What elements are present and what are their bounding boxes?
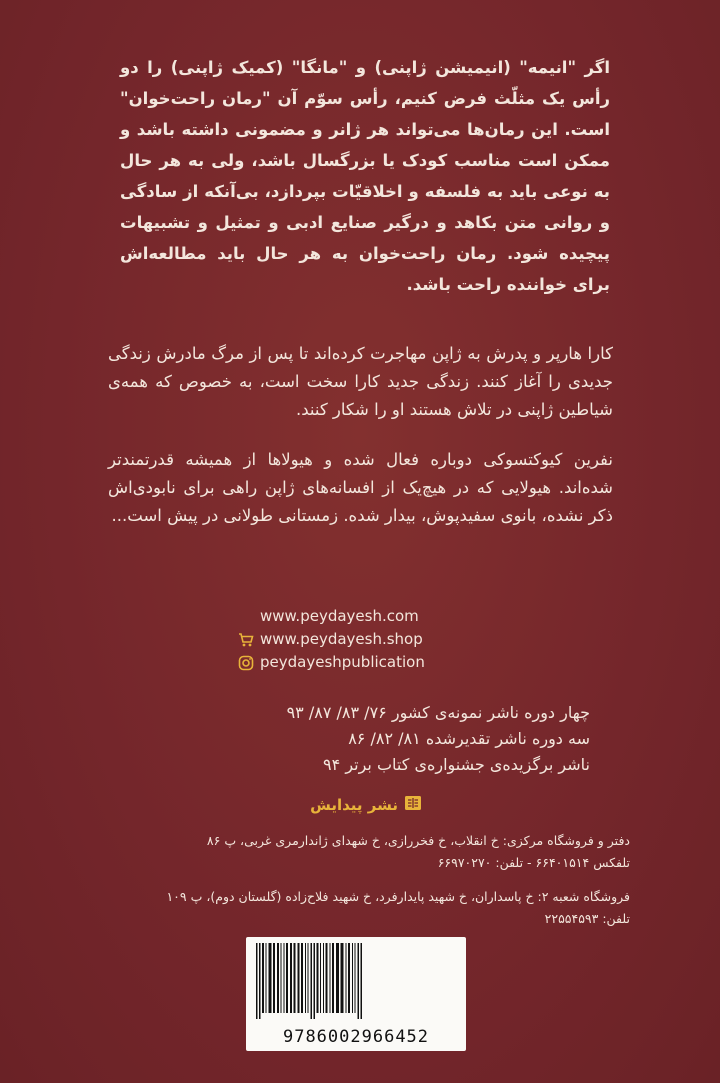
publisher-name: نشر پیدایش xyxy=(310,796,398,814)
shop-row xyxy=(238,628,498,651)
intro-text: اگر "انیمه" (انیمیشن ژاپنی) و "مانگا" (کمیک ژاپنی) را دو رأس یک مثلّث فرض کنیم، رأس سوّم آن "رمان راحت‌خوان" است. این رمان‌ها می‌تواند هر ژانر و مضمونی داشته باشد و ممکن است مناسب کودک یا بزرگسال باشد، ولی به هر حال به نوعی باید به فلسفه و اخلاقیّات بپردازد، بی‌آنکه از سادگی و روانی متن بکاهد و درگیر صنایع ادبی و تمثیل و تشبیهات پیچیده شود. رمان راحت‌خوان به هر حال باید مطالعه‌اش برای خواننده راحت باشد. xyxy=(120,58,610,294)
synopsis-paragraph-2: نفرین کیوکتسوکی دوباره فعال شده و هیولاها از همیشه قدرتمندتر شده‌اند. هیولایی که در هیچ‌یک از افسانه‌های ژاپن راهی برای نابودی‌اش ذکر نشده، بانوی سفیدپوش، بیدار شده. زمستانی طولانی در پیش است... xyxy=(108,450,613,525)
synopsis-paragraph-1: کارا هارپر و پدرش به ژاپن مهاجرت کرده‌اند تا پس از مرگ مادرش زندگی جدیدی را آغاز کنند. زندگی جدید کارا سخت است، به خصوص که همه‌ی شیاطین ژاپنی در تلاش هستند او را شکار کنند. xyxy=(108,344,613,419)
barcode-bar xyxy=(323,943,324,1013)
instagram-icon xyxy=(238,655,254,671)
barcode-bar xyxy=(266,943,267,1013)
barcode-bar xyxy=(286,943,288,1013)
barcode-bar xyxy=(352,943,353,1013)
barcode-bars xyxy=(254,943,458,1019)
book-logo-icon xyxy=(404,795,422,815)
address-gap xyxy=(90,874,630,886)
barcode-bar xyxy=(311,943,313,1019)
barcode-bar xyxy=(273,943,275,1013)
barcode-bar xyxy=(305,943,306,1013)
barcode-bar xyxy=(355,943,356,1013)
barcode-bar xyxy=(336,943,339,1013)
address-line-1: دفتر و فروشگاه مرکزی: خ انقلاب، خ فخررازی، خ شهدای ژاندارمری غربی، پ ۸۶ xyxy=(206,833,630,848)
barcode-bar xyxy=(346,943,347,1013)
barcode-bar xyxy=(341,943,344,1013)
award-line-2: سه دوره ناشر تقدیرشده ۸۱/ ۸۲/ ۸۶ xyxy=(348,729,590,748)
intro-paragraph xyxy=(120,52,610,300)
barcode-bar xyxy=(332,943,334,1013)
address-line-2: تلفکس ۶۶۴۰۱۵۱۴ - تلفن: ۶۶۹۷۰۲۷۰ xyxy=(437,855,630,870)
publisher-awards xyxy=(170,700,590,778)
shop-link[interactable]: www.peydayesh.shop xyxy=(260,630,423,648)
barcode-bar xyxy=(262,943,264,1013)
barcode-bar xyxy=(277,943,279,1013)
publisher-address xyxy=(90,830,630,930)
barcode-bar xyxy=(256,943,258,1019)
website-link[interactable]: www.peydayesh.com xyxy=(260,607,419,625)
barcode-bar xyxy=(348,943,350,1013)
barcode-bar xyxy=(314,943,316,1019)
barcode-bar xyxy=(301,943,303,1013)
barcode-bar xyxy=(298,943,300,1013)
address-line-4: تلفن: ۲۲۵۵۴۵۹۳ xyxy=(544,911,630,926)
instagram-link[interactable]: peydayeshpublication xyxy=(260,653,425,671)
isbn-number: 9786002966452 xyxy=(282,1027,430,1047)
website-row xyxy=(238,605,498,628)
publisher-links xyxy=(238,605,498,674)
barcode-bar xyxy=(361,943,363,1019)
barcode-bar xyxy=(281,943,282,1013)
instagram-row xyxy=(238,651,498,674)
barcode-bar xyxy=(326,943,328,1013)
award-line-1: چهار دوره ناشر نمونه‌ی کشور ۷۶/ ۸۳/ ۸۷/ ۹۳ xyxy=(286,703,590,722)
barcode-bar xyxy=(358,943,360,1019)
barcode-bar xyxy=(330,943,331,1013)
barcode-bar xyxy=(320,943,321,1013)
address-line-3: فروشگاه شعبه ۲: خ پاسداران، خ شهید پایدارفرد، خ شهید فلاح‌زاده (گلستان دوم)، پ ۱۰۹ xyxy=(166,889,630,904)
shopping-cart-icon xyxy=(238,632,254,648)
barcode-bar xyxy=(284,943,285,1013)
barcode-bar xyxy=(308,943,309,1013)
synopsis xyxy=(108,340,613,530)
barcode-bar xyxy=(290,943,292,1013)
barcode-bar xyxy=(269,943,272,1013)
barcode-bar xyxy=(317,943,319,1013)
barcode-bar xyxy=(294,943,296,1013)
award-line-3: ناشر برگزیده‌ی جشنواره‌ی کتاب برتر ۹۴ xyxy=(323,755,590,774)
publisher-logo xyxy=(272,795,422,815)
barcode-bar xyxy=(259,943,261,1019)
isbn-barcode xyxy=(246,937,466,1051)
